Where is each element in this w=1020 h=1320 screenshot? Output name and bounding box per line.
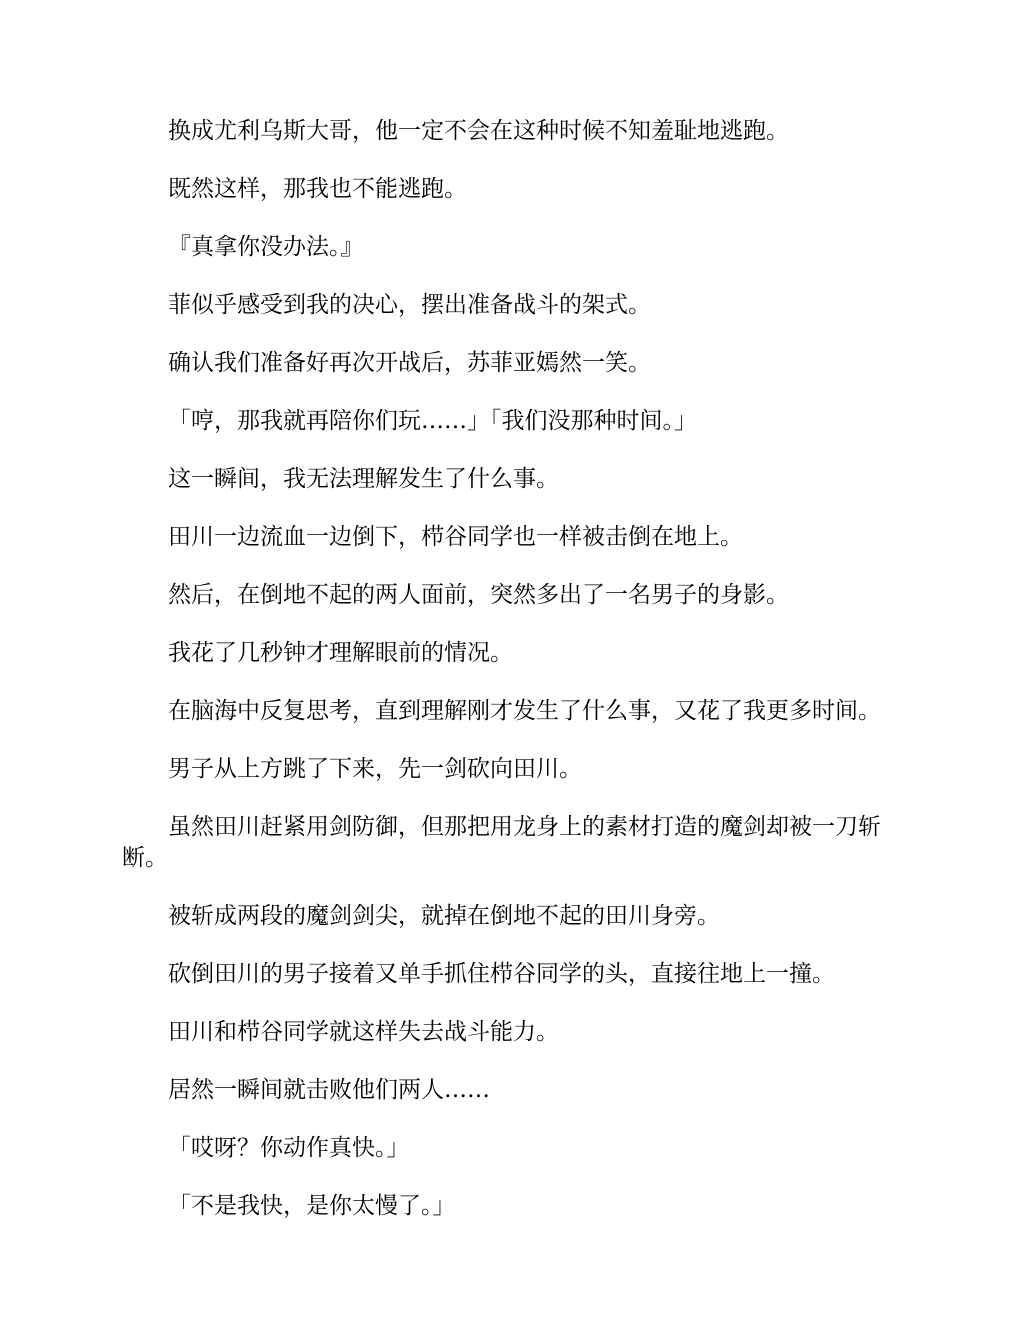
paragraph: 『真拿你没办法。』 [168,234,364,260]
document-body [122,116,902,1249]
paragraph: 田川和栉谷同学就这样失去战斗能力。 [168,1019,559,1045]
paragraph: 确认我们准备好再次开战后，苏菲亚嫣然一笑。 [168,350,651,376]
paragraph: 在脑海中反复思考，直到理解刚才发生了什么事，又花了我更多时间。 [168,698,881,724]
paragraph: 菲似乎感受到我的决心，摆出准备战斗的架式。 [168,292,651,318]
paragraph: 被斩成两段的魔剑剑尖，就掉在倒地不起的田川身旁。 [168,903,720,929]
paragraph: 田川一边流血一边倒下，栉谷同学也一样被击倒在地上。 [168,524,743,550]
paragraph: 既然这样，那我也不能逃跑。 [168,176,467,202]
paragraph: 我花了几秒钟才理解眼前的情况。 [168,640,513,666]
paragraph: 「不是我快，是你太慢了。」 [168,1193,456,1219]
paragraph: 这一瞬间，我无法理解发生了什么事。 [168,466,559,492]
paragraph: 虽然田川赶紧用剑防御，但那把用龙身上的素材打造的魔剑却被一刀斩断。 [122,814,881,871]
paragraph: 然后，在倒地不起的两人面前，突然多出了一名男子的身影。 [168,582,789,608]
paragraph: 居然一瞬间就击败他们两人…… [168,1077,490,1103]
paragraph: 砍倒田川的男子接着又单手抓住栉谷同学的头，直接往地上一撞。 [168,961,835,987]
paragraph: 男子从上方跳了下来，先一剑砍向田川。 [168,756,582,782]
paragraph: 换成尤利乌斯大哥，他一定不会在这种时候不知羞耻地逃跑。 [168,118,789,144]
paragraph: 「哼，那我就再陪你们玩……」「我们没那种时间。」 [168,408,697,434]
paragraph: 「哎呀？你动作真快。」 [168,1135,410,1161]
